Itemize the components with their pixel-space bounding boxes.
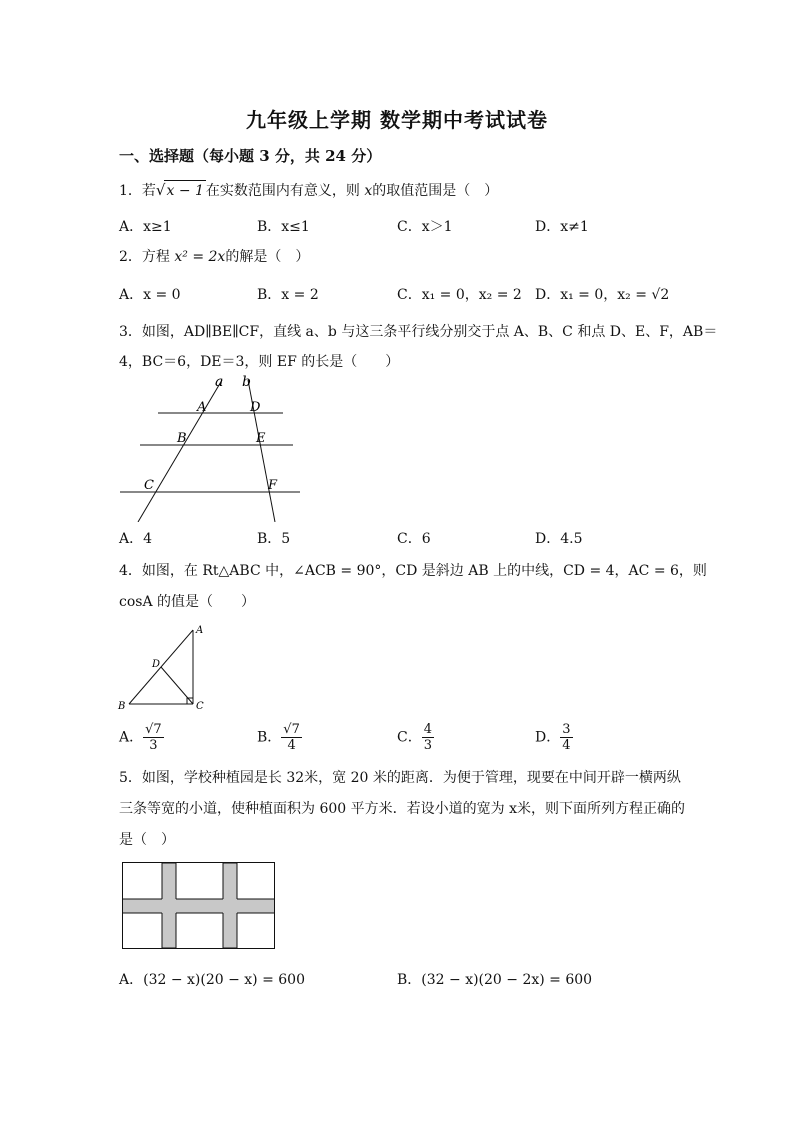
q3-option-b[interactable]: B．5 (257, 531, 291, 547)
q3-option-d[interactable]: D．4.5 (535, 531, 583, 547)
q1-option-b[interactable]: B．x≤1 (257, 219, 310, 235)
q1-option-d[interactable]: D．x≠1 (535, 219, 589, 235)
q1-text2: 的取值范围是（ ） (372, 183, 499, 199)
label-a: a (215, 374, 224, 390)
label-D: D (250, 400, 261, 415)
label-B: B (177, 431, 187, 446)
q5-line-3: 是（ ） (119, 832, 175, 848)
q1-radicand: x − 1 (164, 180, 205, 201)
q1-text: 在实数范围内有意义，则 (205, 183, 360, 199)
q1-variable: x (364, 183, 373, 199)
q3-line-1: 3．如图，AD∥BE∥CF，直线 a、b 与这三条平行线分别交于点 A、B、C 和点 D、E、F，AB＝ (119, 324, 718, 340)
q1-number: 1．若 (119, 183, 156, 199)
q4-option-c[interactable]: C． $\frac{4}{3}$ (397, 722, 432, 753)
page-title: 九年级上学期 数学期中考试试卷 (246, 108, 548, 132)
label-A: A (196, 625, 204, 636)
q5-figure (122, 862, 277, 952)
q3-option-a[interactable]: A．4 (119, 531, 153, 547)
q3-figure (115, 372, 305, 522)
q2-number: 2．方程 (119, 249, 170, 265)
q2-equation: x² = 2x (174, 249, 226, 265)
label-b: b (242, 374, 251, 390)
q2-option-d[interactable]: D．x₁ = 0，x₂ = √2 (535, 287, 670, 303)
question-2 (119, 247, 309, 267)
label-D: D (152, 659, 161, 670)
q1-option-c[interactable]: C．x＞1 (397, 219, 453, 235)
q5-line-2: 三条等宽的小道，使种植面积为 600 平方米．若设小道的宽为 x米，则下面所列方程正确的 (119, 801, 685, 817)
q4-option-b[interactable]: B． $\frac{√7}{4}$ (257, 722, 300, 753)
q1-option-a[interactable]: A．x≥1 (119, 219, 172, 235)
q2-option-a[interactable]: A．x = 0 (119, 287, 181, 303)
q2-option-c[interactable]: C．x₁ = 0，x₂ = 2 (397, 287, 522, 303)
horizontal-path (123, 899, 274, 913)
q4-option-a[interactable]: A． $\frac{√7}{3}$ (119, 722, 162, 753)
label-A: A (197, 400, 207, 415)
q5-option-b[interactable]: B．(32 − x)(20 − 2x) = 600 (397, 972, 593, 988)
label-C: C (144, 478, 154, 493)
label-B: B (118, 701, 126, 712)
question-1 (119, 180, 498, 201)
q3-line-2: 4，BC＝6，DE＝3，则 EF 的长是（ ） (119, 354, 400, 370)
q5-option-a[interactable]: A．(32 − x)(20 − x) = 600 (119, 972, 305, 988)
q4-line-1: 4．如图，在 Rt△ABC 中，∠ACB = 90°，CD 是斜边 AB 上的中线，CD = 4，AC = 6，则 (119, 563, 707, 579)
q4-line-2: cosA 的值是（ ） (119, 594, 256, 610)
label-C: C (196, 701, 204, 712)
q2-option-b[interactable]: B．x = 2 (257, 287, 319, 303)
radical-sign: √ (155, 181, 166, 199)
label-F: F (268, 478, 278, 493)
label-E: E (256, 431, 266, 446)
line-a (138, 380, 222, 522)
q4-figure (115, 620, 215, 715)
q5-line-1: 5．如图，学校种植园是长 32米，宽 20 米的距离．为便于管理，现要在中间开辟一横两纵 (119, 770, 681, 786)
q3-option-c[interactable]: C．6 (397, 531, 431, 547)
section-heading: 一、选择题（每小题 3 分，共 24 分） (119, 147, 382, 165)
q4-option-d[interactable]: D． $\frac{3}{4}$ (535, 722, 571, 753)
q2-text: 的解是（ ） (225, 249, 310, 265)
